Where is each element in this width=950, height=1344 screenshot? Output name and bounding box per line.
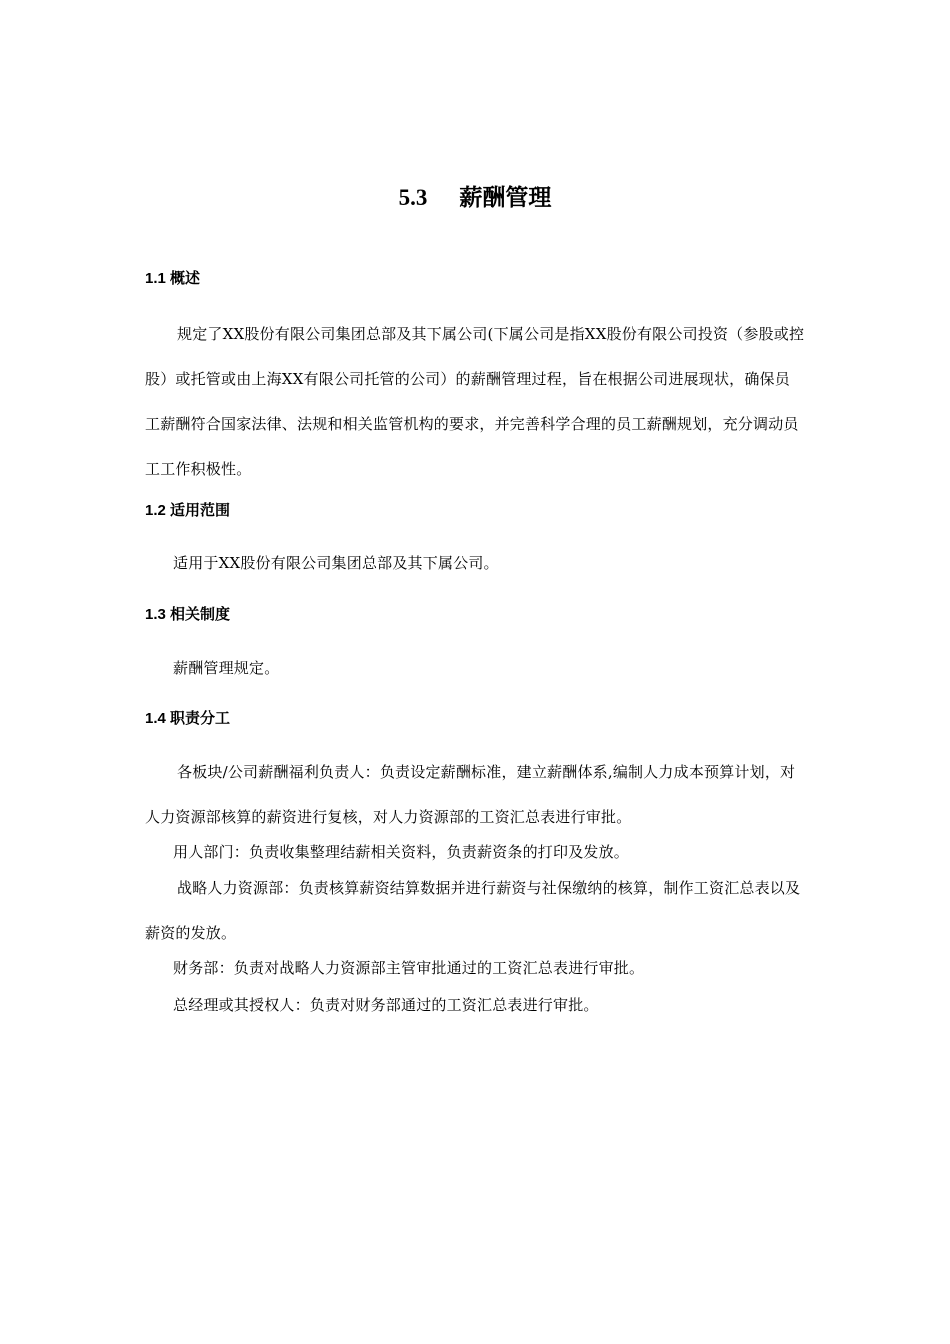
duty-item: 财务部：负责对战略人力资源部主管审批通过的工资汇总表进行审批。 [173, 959, 645, 977]
duty-item: 战略人力资源部：负责核算薪资结算数据并进行薪资与社保缴纳的核算，制作工资汇总表以及薪资的发放。 [145, 879, 801, 942]
section-heading-scope: 1.2 适用范围 [145, 502, 231, 519]
section-heading-overview: 1.1 概述 [145, 270, 201, 287]
section-body-related-rules: 薪酬管理规定。 [173, 659, 280, 677]
section-heading-responsibilities: 1.4 职责分工 [145, 710, 231, 727]
title-number: 5.3 [398, 185, 428, 210]
page-title [0, 180, 950, 216]
title-text: 薪酬管理 [459, 185, 552, 210]
section-body-overview: 规定了XX股份有限公司集团总部及其下属公司(下属公司是指XX股份有限公司投资（参股或控股）或托管或由上海XX有限公司托管的公司）的薪酬管理过程，旨在根据公司进展现状，确保员工薪酬符合国家法律、法规和相关监管机构的要求，并完善科学合理的员工薪酬规划，充分调动员工工作积极性。 [145, 325, 805, 478]
section-body-scope: 适用于XX股份有限公司集团总部及其下属公司。 [173, 554, 499, 572]
section-heading-related-rules: 1.3 相关制度 [145, 606, 231, 623]
duty-item: 用人部门：负责收集整理结薪相关资料，负责薪资条的打印及发放。 [173, 843, 630, 861]
duty-item: 各板块/公司薪酬福利负责人：负责设定薪酬标准，建立薪酬体系,编制人力成本预算计划，对人力资源部核算的薪资进行复核，对人力资源部的工资汇总表进行审批。 [145, 763, 796, 826]
duty-item: 总经理或其授权人：负责对财务部通过的工资汇总表进行审批。 [173, 996, 599, 1014]
